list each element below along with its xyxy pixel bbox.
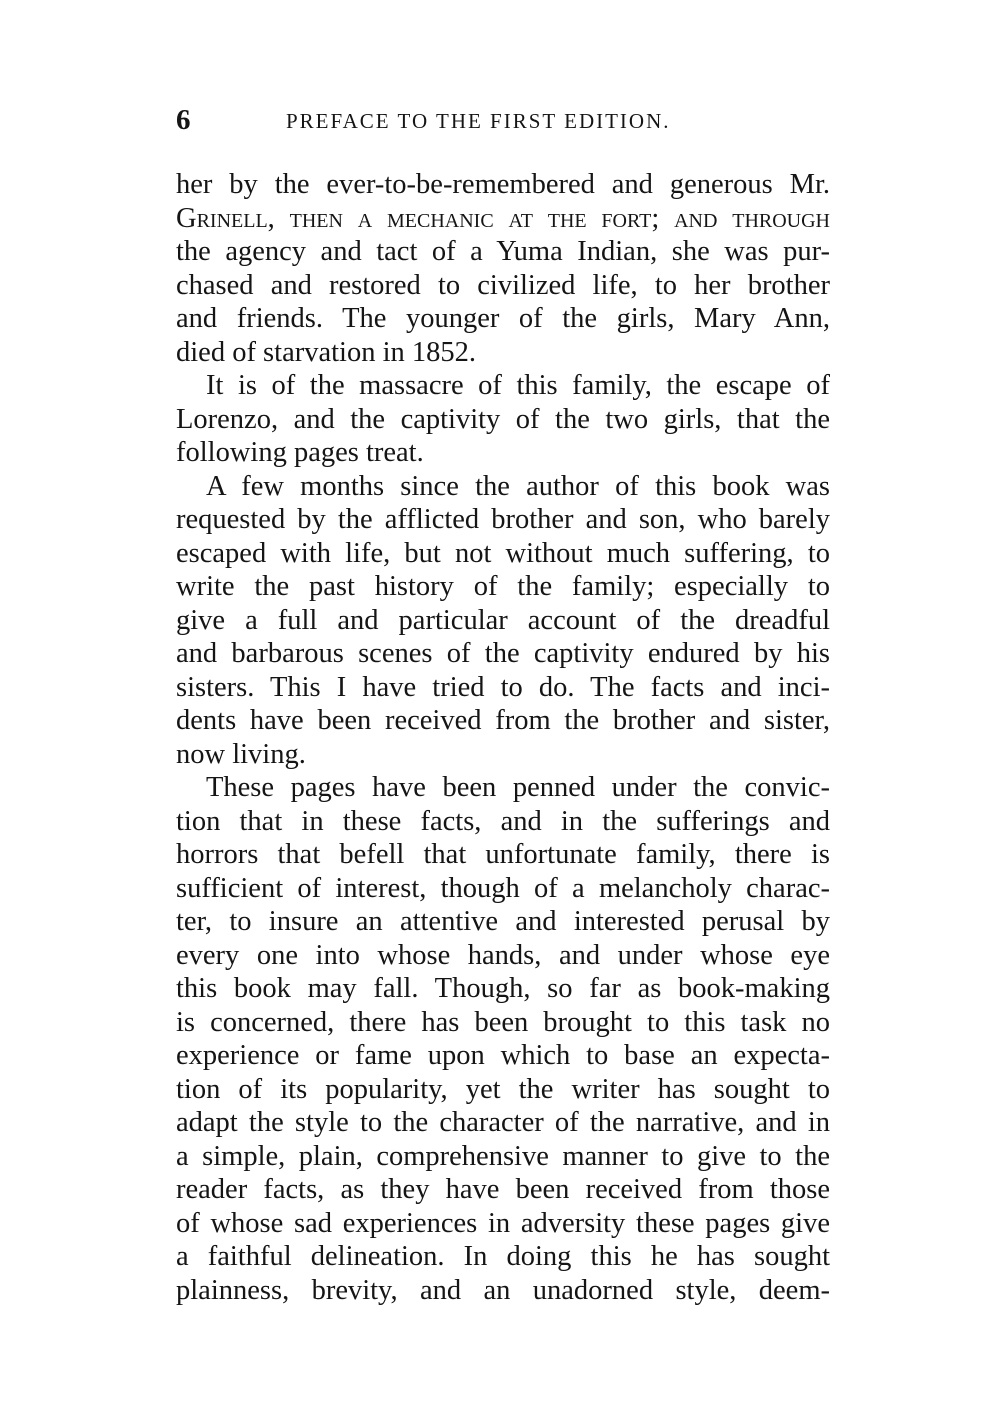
text-line: These pages have been penned under the convic- <box>206 772 830 803</box>
text-line: Lorenzo, and the captivity of the two girls, that the <box>176 403 830 435</box>
text-line: of whose sad experiences in adversity these pages give <box>176 1207 830 1239</box>
text-line: requested by the afflicted brother and son, who barely <box>176 504 830 535</box>
text-line: and barbarous scenes of the captivity endured by his <box>176 638 830 669</box>
text-line: her by the ever-to-be-remembered and generous Mr. <box>176 169 830 200</box>
paragraph <box>176 369 830 470</box>
text-line: adapt the style to the character of the narrative, and in <box>176 1107 830 1138</box>
text-line: give a full and particular account of the dreadful <box>176 604 830 636</box>
text-line: escaped with life, but not without much suffering, to <box>176 537 830 569</box>
body-text <box>176 168 830 1307</box>
text-line: died of starvation in 1852. <box>176 336 476 368</box>
text-line: Grinell, then a mechanic at the fort; and through <box>176 202 830 234</box>
text-line: sufficient of interest, though of a melancholy charac- <box>176 872 830 904</box>
text-line: ter, to insure an attentive and interested perusal by <box>176 906 830 937</box>
text-line: now living. <box>176 738 306 770</box>
text-line: sisters. This I have tried to do. The facts and inci- <box>176 671 830 703</box>
text-line: tion that in these facts, and in the sufferings and <box>176 805 830 837</box>
text-line: write the past history of the family; especially to <box>176 571 830 602</box>
text-line: dents have been received from the brother and sister, <box>176 705 830 736</box>
text-line: the agency and tact of a Yuma Indian, she was pur- <box>176 236 830 267</box>
text-line: this book may fall. Though, so far as book-making <box>176 973 830 1004</box>
running-head: PREFACE TO THE FIRST EDITION. <box>286 109 671 133</box>
text-line: and friends. The younger of the girls, Mary Ann, <box>176 303 830 334</box>
text-line: tion of its popularity, yet the writer has sought to <box>176 1073 830 1105</box>
text-line: It is of the massacre of this family, the escape of <box>206 370 830 401</box>
text-line: reader facts, as they have been received from those <box>176 1174 830 1205</box>
paragraph <box>176 771 830 1307</box>
page-header <box>176 104 836 144</box>
text-line: every one into whose hands, and under whose eye <box>176 939 830 971</box>
text-line: chased and restored to civilized life, to her brother <box>176 269 830 301</box>
text-line: A few months since the author of this book was <box>206 470 830 502</box>
paragraph <box>176 470 830 772</box>
text-line: horrors that befell that unfortunate family, there is <box>176 839 830 870</box>
text-line: experience or fame upon which to base an expecta- <box>176 1040 830 1071</box>
text-line: following pages treat. <box>176 437 424 468</box>
page-number: 6 <box>176 104 191 136</box>
text-line: a simple, plain, comprehensive manner to give to the <box>176 1140 830 1172</box>
paragraph <box>176 168 830 369</box>
text-line: is concerned, there has been brought to this task no <box>176 1006 830 1038</box>
text-line: a faithful delineation. In doing this he has sought <box>176 1241 830 1272</box>
text-line: plainness, brevity, and an unadorned style, deem- <box>176 1274 830 1306</box>
